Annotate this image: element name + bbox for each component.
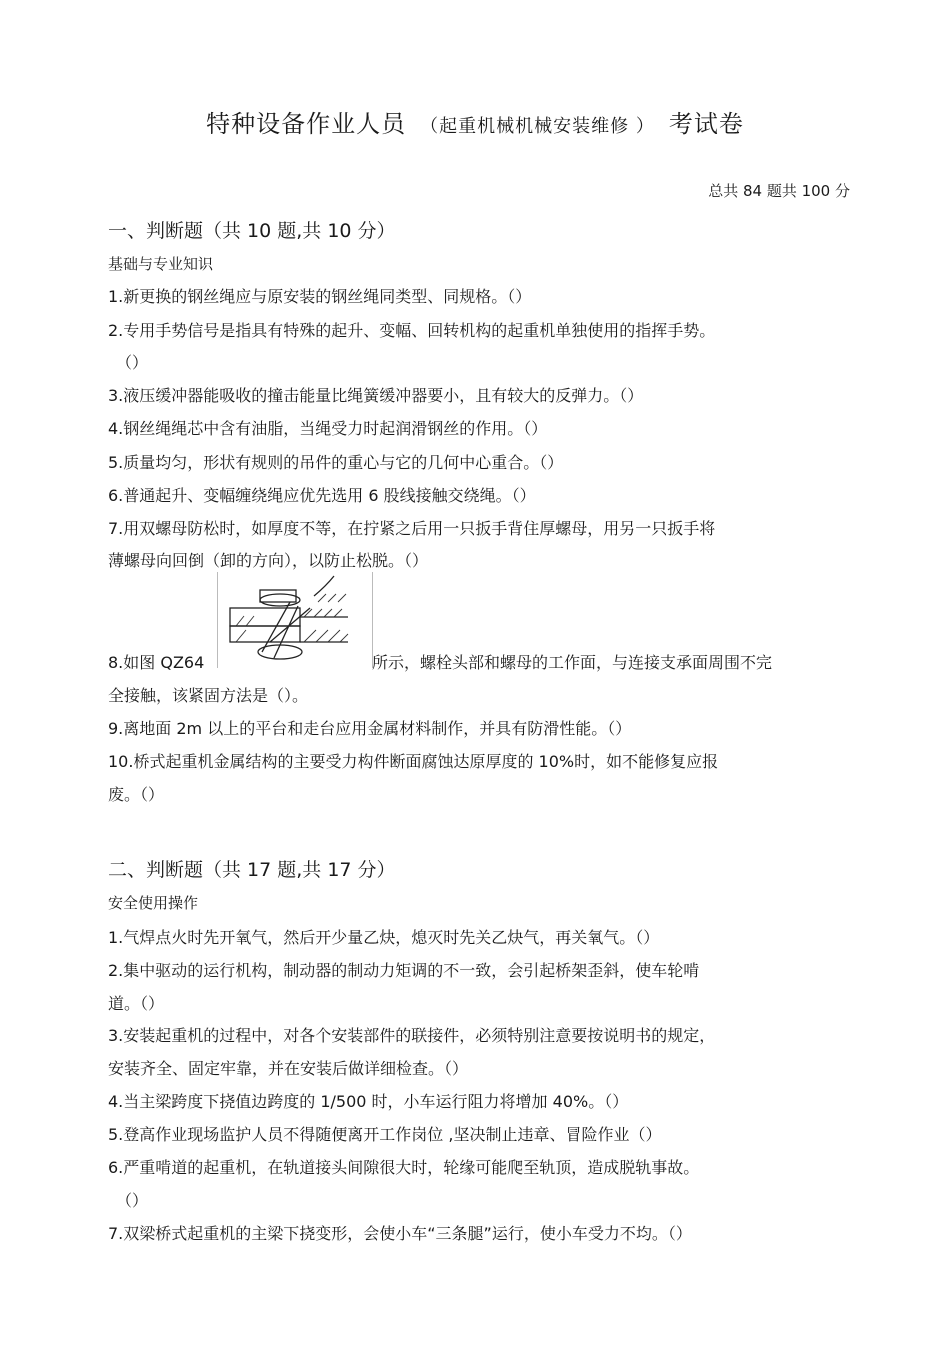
s2-question-3-cont: 安装齐全、固定牢靠，并在安装后做详细检查。（） (108, 1059, 469, 1078)
s1-question-8-post: 所示，螺栓头部和螺母的工作面，与连接支承面周围不完 (372, 653, 773, 672)
section2-heading: 二、判断题（共 17 题,共 17 分） (108, 859, 396, 881)
s2-question-6: 6.严重啃道的起重机，在轨道接头间隙很大时，轮缘可能爬至轨顶，造成脱轨事故。 (108, 1158, 700, 1177)
s1-question-10: 10.桥式起重机金属结构的主要受力构件断面腐蚀达原厚度的 10%时，如不能修复应报 (108, 752, 719, 771)
s1-question-2: 2.专用手势信号是指具有特殊的起升、变幅、回转机构的起重机单独使用的指挥手势。 (108, 321, 716, 340)
section1-category: 基础与专业知识 (108, 255, 214, 273)
title-end: 考试卷 (668, 110, 744, 138)
s2-question-6-cont: （） (116, 1191, 149, 1210)
page-title (0, 104, 950, 139)
s1-question-7: 7.用双螺母防松时，如厚度不等，在拧紧之后用一只扳手背住厚螺母，用另一只扳手将 (108, 519, 716, 538)
s1-question-9: 9.离地面 2m 以上的平台和走台应用金属材料制作，并具有防滑性能。（） (108, 719, 632, 738)
title-main: 特种设备作业人员 (206, 110, 407, 138)
section2-category: 安全使用操作 (108, 894, 199, 912)
s2-question-5: 5.登高作业现场监护人员不得随便离开工作岗位 ,坚决制止违章、冒险作业（） (108, 1125, 662, 1144)
s1-question-1: 1.新更换的钢丝绳应与原安装的钢丝绳同类型、同规格。（） (108, 287, 532, 306)
exam-summary: 总共 84 题共 100 分 (708, 182, 850, 200)
bolt-nut-diagram (218, 572, 372, 668)
s2-question-4: 4.当主梁跨度下挠值边跨度的 1/500 时，小车运行阻力将增加 40%。（） (108, 1092, 629, 1111)
s1-question-5: 5.质量均匀，形状有规则的吊件的重心与它的几何中心重合。（） (108, 453, 564, 472)
s1-question-10-cont: 废。（） (108, 785, 165, 804)
s1-question-6: 6.普通起升、变幅缠绕绳应优先选用 6 股线接触交绕绳。（） (108, 486, 536, 505)
s1-question-3: 3.液压缓冲器能吸收的撞击能量比绳簧缓冲器要小，且有较大的反弹力。（） (108, 386, 644, 405)
s1-question-2-cont: （） (116, 353, 149, 372)
s1-question-8-cont: 全接触，该紧固方法是（）。 (108, 686, 309, 705)
s2-question-7: 7.双梁桥式起重机的主梁下挠变形，会使小车“三条腿”运行，使小车受力不均。（） (108, 1224, 692, 1243)
title-subtitle: （起重机械机械安装维修 ） (420, 116, 655, 137)
bolt-figure-image (217, 572, 373, 668)
s1-question-7-cont: 薄螺母向回倒（卸的方向），以防止松脱。（） (108, 551, 429, 570)
section1-heading: 一、判断题（共 10 题,共 10 分） (108, 220, 396, 242)
s2-question-1: 1.气焊点火时先开氧气，然后开少量乙炔，熄灭时先关乙炔气，再关氧气。（） (108, 928, 660, 947)
s2-question-3: 3.安装起重机的过程中，对各个安装部件的联接件，必须特别注意要按说明书的规定， (108, 1026, 716, 1045)
s1-question-4: 4.钢丝绳绳芯中含有油脂，当绳受力时起润滑钢丝的作用。（） (108, 419, 548, 438)
s2-question-2: 2.集中驱动的运行机构，制动器的制动力矩调的不一致，会引起桥架歪斜，使车轮啃 (108, 961, 700, 980)
s2-question-2-cont: 道。（） (108, 994, 165, 1013)
s1-question-8-pre: 8.如图 QZ64 (108, 653, 205, 672)
